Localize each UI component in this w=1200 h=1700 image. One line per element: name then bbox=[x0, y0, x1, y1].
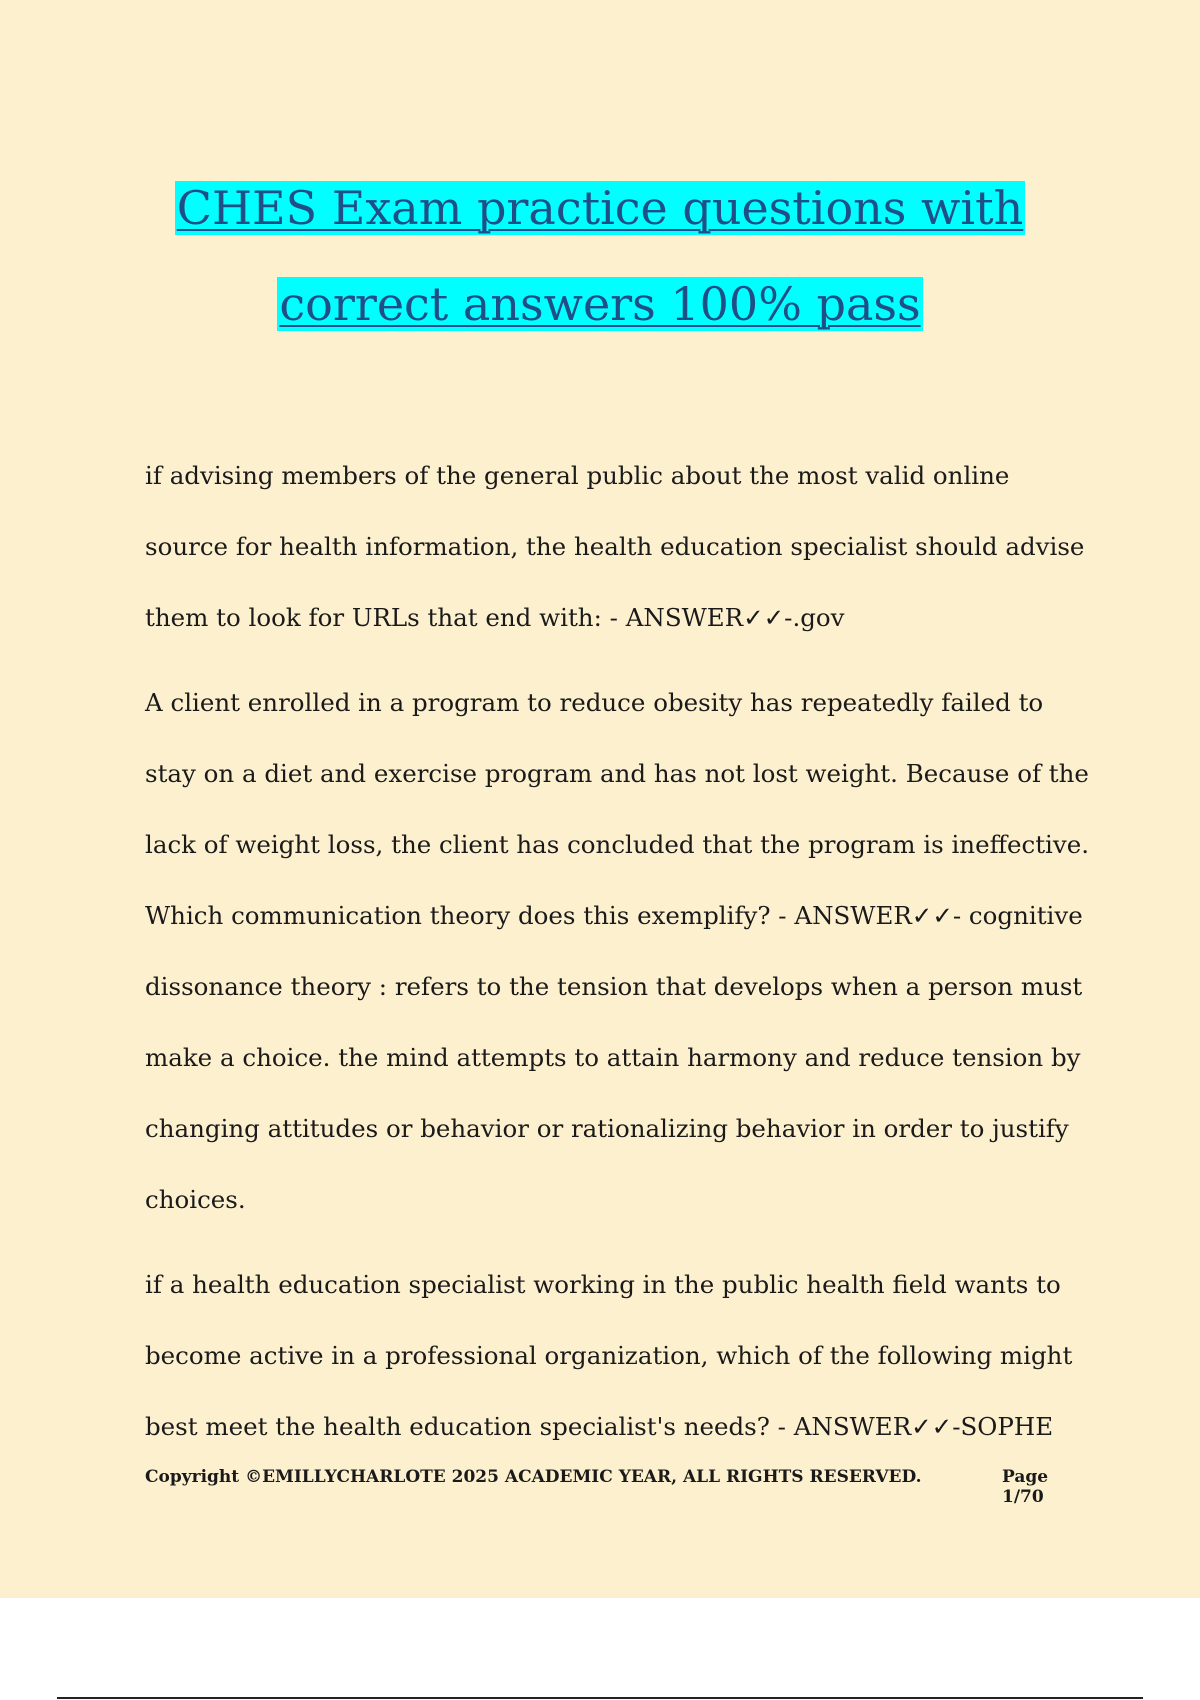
bottom-divider bbox=[57, 1697, 1143, 1699]
title-line-2 bbox=[0, 256, 1200, 352]
title-line-1 bbox=[0, 160, 1200, 256]
page-number: Page 1/70 bbox=[1002, 1467, 1049, 1507]
title-text-1: CHES Exam practice questions with bbox=[176, 181, 1024, 235]
question-answer-paragraph: if a health education specialist working in the public health field wants to become active in a professional organization, which of the following might best meet the health education specialist's needs? - ANSWER✓✓-SOPHE bbox=[145, 1270, 1073, 1441]
title-text-2: correct answers 100% pass bbox=[279, 277, 921, 331]
question-answer-paragraph: if advising members of the general public about the most valid online source for health information, the health education specialist should advise them to look for URLs that end with: - ANSWER✓✓-.gov bbox=[145, 461, 1085, 632]
copyright-notice: Copyright ©EMILLYCHARLOTE 2025 ACADEMIC YEAR, ALL RIGHTS RESERVED. bbox=[145, 1467, 922, 1487]
document-title bbox=[0, 160, 1200, 352]
document-body bbox=[145, 440, 1090, 1476]
question-answer-paragraph: A client enrolled in a program to reduce obesity has repeatedly failed to stay on a diet and exercise program and has not lost weight. Because of the lack of weight loss, the client has concluded that the program is ineffective. Which communication theory does this exemplify? - ANSWER✓✓- cognitive dissonance theory : refers to the tension that develops when a person must make a choice. the mind attempts to attain harmony and reduce tension by changing attitudes or behavior or rationalizing behavior in order to justify choices. bbox=[145, 688, 1090, 1214]
